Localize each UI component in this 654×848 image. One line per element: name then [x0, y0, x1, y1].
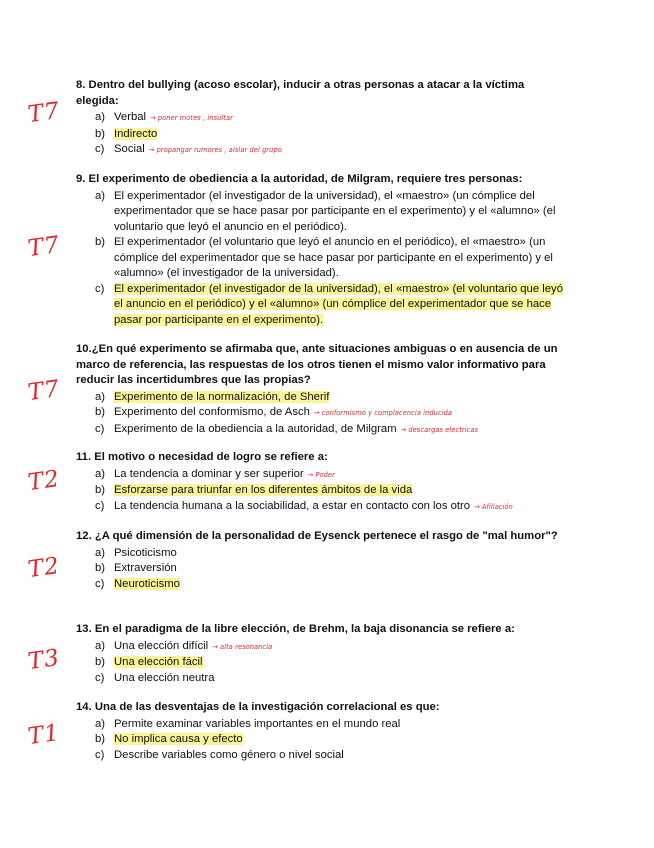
question-12	[76, 529, 566, 592]
question-14	[76, 700, 566, 763]
option-letter: b)	[95, 406, 106, 418]
option-text-highlighted: Experimento de la normalización, de Sherif	[114, 390, 330, 403]
option-c	[76, 577, 566, 593]
option-letter: c)	[95, 143, 105, 155]
option-letter: b)	[95, 733, 106, 745]
option-a	[76, 110, 566, 127]
option-c	[76, 422, 566, 439]
option-letter: a)	[95, 390, 106, 403]
option-letter: c)	[95, 282, 105, 295]
question-9	[76, 172, 566, 328]
option-text-highlighted: Esforzarse para triunfar en los diferentes ámbitos de la vida	[114, 484, 413, 496]
handwritten-note: → Afiliación	[474, 502, 513, 511]
option-letter: c)	[95, 499, 105, 512]
option-text: El experimentador (el voluntario que leyó el anuncio en el periódico), el «maestro» (un cómplice del experimentador que se hace pasar por participante en el experimento) y el «alumno» (el investigador de la universidad).	[114, 236, 553, 279]
option-letter: a)	[95, 189, 106, 202]
handwritten-note: → poner motes , insultar	[150, 114, 233, 122]
option-text: Social	[114, 143, 145, 155]
option-a	[76, 189, 566, 236]
question-10	[76, 342, 566, 438]
handwritten-note: → alta resonancia	[212, 642, 273, 651]
handwritten-note: → Poder	[307, 470, 335, 479]
option-c	[76, 748, 566, 764]
option-letter: a)	[95, 717, 106, 730]
option-a	[76, 467, 566, 484]
option-text-highlighted: Una elección fácil	[114, 656, 203, 668]
question-title: 10.¿En qué experimento se afirmaba que, ante situaciones ambiguas o en ausencia de un marco de referencia, las respuestas de los otros tienen el mismo valor informativo para reducir las incertidumbres que las propias?	[76, 343, 558, 386]
option-letter: c)	[95, 577, 105, 590]
option-text: Psicoticismo	[114, 546, 177, 559]
handwritten-topic-mark: T7	[26, 97, 62, 129]
option-text: Experimento de la obediencia a la autoridad, de Milgram	[114, 422, 397, 435]
option-text-highlighted: Neuroticismo	[114, 577, 180, 590]
option-b	[76, 235, 566, 282]
question-title: 8. Dentro del bullying (acoso escolar), inducir a otras personas a atacar a la víctima elegida:	[76, 79, 525, 107]
handwritten-topic-mark: T2	[26, 552, 62, 584]
option-letter: a)	[95, 467, 106, 480]
handwritten-topic-mark: T1	[26, 719, 62, 751]
option-a	[76, 717, 566, 733]
handwritten-topic-mark: T7	[26, 231, 62, 263]
question-11	[76, 450, 566, 515]
question-13	[76, 622, 566, 686]
handwritten-note: → descargas electricas	[400, 425, 479, 434]
option-text: La tendencia a dominar y ser superior	[114, 467, 304, 480]
option-letter: a)	[95, 639, 106, 652]
question-title: 14. Una de las desventajas de la investigación correlacional es que:	[76, 701, 440, 713]
option-text: Una elección neutra	[114, 671, 215, 684]
option-letter: c)	[95, 748, 105, 761]
option-b	[76, 732, 566, 748]
option-letter: a)	[95, 546, 106, 559]
option-letter: c)	[95, 422, 105, 435]
option-letter: b)	[95, 562, 106, 574]
option-b	[76, 127, 566, 143]
option-b	[76, 483, 566, 499]
question-title: 12. ¿A qué dimensión de la personalidad de Eysenck pertenece el rasgo de "mal humor"?	[76, 530, 558, 542]
option-text: Permite examinar variables importantes en el mundo real	[114, 717, 401, 730]
option-text-highlighted: El experimentador (el investigador de la universidad), el «maestro» (el voluntario que leyó el anuncio en el periódico) y el «alumno» (un cómplice del experimentador que se hace pasar por participante en el experimento).	[114, 282, 563, 326]
option-letter: b)	[95, 127, 106, 140]
option-letter: b)	[95, 656, 106, 668]
option-text: El experimentador (el investigador de la universidad), el «maestro» (un cómplice del experimentador que se hace pasar por participante en el experimento) y el «alumno» (el voluntario que leyó el anuncio en el periódico).	[114, 189, 556, 233]
option-text: Verbal	[114, 111, 147, 123]
handwritten-note: → propangar rumores , aislar del grupo	[148, 146, 282, 154]
option-a	[76, 546, 566, 562]
option-text-highlighted: No implica causa y efecto	[114, 733, 243, 745]
option-b	[76, 561, 566, 577]
question-title: 11. El motivo o necesidad de logro se refiere a:	[76, 451, 328, 463]
option-letter: b)	[95, 236, 106, 248]
handwritten-topic-mark: T7	[26, 375, 62, 407]
option-c	[76, 142, 566, 159]
option-letter: b)	[95, 484, 106, 496]
option-b	[76, 655, 566, 671]
option-c	[76, 282, 566, 329]
handwritten-topic-mark: T2	[26, 465, 62, 497]
option-text: Experimento del conformismo, de Asch	[114, 406, 310, 418]
option-text: Una elección difícil	[114, 639, 209, 652]
option-b	[76, 405, 566, 422]
option-a	[76, 639, 566, 656]
option-text-highlighted: Indirecto	[114, 127, 158, 140]
question-8	[76, 78, 566, 159]
handwritten-topic-mark: T3	[26, 644, 62, 676]
option-letter: a)	[95, 111, 106, 123]
question-title: 9. El experimento de obediencia a la autoridad, de Milgram, requiere tres personas:	[76, 173, 523, 185]
option-letter: c)	[95, 671, 105, 684]
option-c	[76, 499, 566, 516]
option-text: Extraversión	[114, 562, 177, 574]
option-c	[76, 671, 566, 687]
question-title: 13. En el paradigma de la libre elección, de Brehm, la baja disonancia se refiere a:	[76, 623, 515, 635]
option-text: La tendencia humana a la sociabilidad, a estar en contacto con los otro	[114, 499, 471, 512]
option-a	[76, 390, 566, 406]
handwritten-note: → conformismo y complacencia inducida	[313, 409, 453, 417]
option-text: Describe variables como género o nivel social	[114, 748, 344, 761]
